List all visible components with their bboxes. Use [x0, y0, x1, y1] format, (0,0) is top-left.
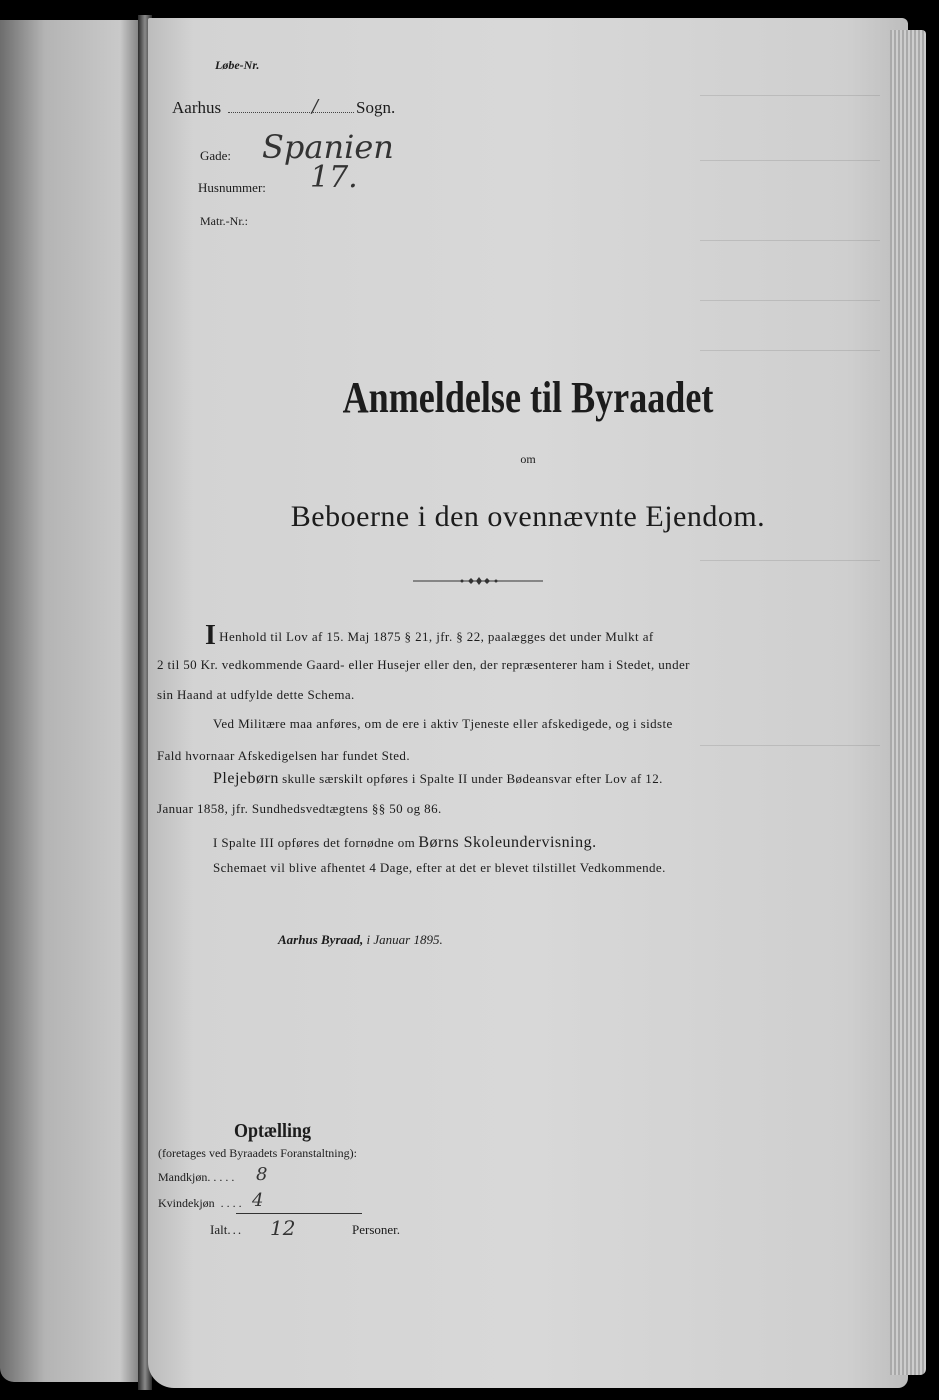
city-label: Aarhus [172, 98, 222, 117]
husnummer-label: Husnummer: [198, 180, 266, 195]
show-through [700, 350, 880, 351]
signature-org: Aarhus Byraad, [278, 932, 364, 947]
paragraph-5 [157, 860, 802, 876]
husnummer-value: 17. [310, 160, 358, 195]
paragraph-1 [157, 620, 802, 703]
p5-line1: Schemaet vil blive afhentet 4 Dage, efter at det er blevet tilstillet Vedkommende. [213, 860, 666, 875]
ialt-row: Ialt... [210, 1222, 244, 1237]
sogn-dotted-line [228, 112, 354, 113]
show-through [700, 240, 880, 241]
p1-line3: sin Haand at udfylde dette Schema. [157, 687, 355, 702]
signature-date: i Januar 1895. [366, 932, 443, 947]
matr-label: Matr.-Nr.: [200, 214, 248, 228]
mandkjon-label: Mandkjøn [158, 1170, 208, 1184]
census-heading: Optælling [234, 1120, 312, 1142]
show-through [700, 300, 880, 301]
kvindekjon-row: Kvindekjøn .... [158, 1196, 245, 1210]
mandkjon-row: Mandkjøn..... [158, 1170, 238, 1184]
ialt-value: 12 [270, 1216, 296, 1240]
page-edges [890, 30, 926, 1375]
p1-line2: 2 til 50 Kr. vedkommende Gaard- eller Husejer eller den, der repræsenterer ham i Stedet, under [157, 657, 690, 672]
p3-line2: Januar 1858, jfr. Sundhedsvedtægtens §§ 50 og 86. [157, 801, 442, 816]
paragraph-4 [157, 835, 802, 851]
p4-line1: I Spalte III opføres det fornødne om [213, 835, 416, 850]
ialt-label: Ialt [210, 1222, 228, 1237]
page-subtitle: Beboerne i den ovennævnte Ejendom. [290, 500, 766, 533]
show-through [700, 95, 880, 96]
p1-line1: Henhold til Lov af 15. Maj 1875 § 21, jfr. § 22, paalægges det under Mulkt af [219, 629, 654, 644]
p2-line2: Fald hvornaar Afskedigelsen har fundet Sted. [157, 748, 410, 763]
sogn-value: / [312, 96, 319, 117]
sogn-label: Sogn. [356, 98, 396, 117]
paragraph-3 [157, 771, 802, 817]
p2-line1: Ved Militære maa anføres, om de ere i aktiv Tjeneste eller afskedigede, og i sidste [213, 716, 673, 731]
paragraph-2 [157, 716, 802, 764]
signature-line [278, 932, 443, 948]
page-title: Anmeldelse til Byraadet [342, 373, 714, 422]
skoleundervisning-emphasis: Børns Skoleundervisning. [418, 834, 597, 851]
left-page [0, 20, 150, 1382]
sum-line [236, 1213, 362, 1214]
p3-line1: skulle særskilt opføres i Spalte II under Bødeansvar efter Lov af 12. [282, 771, 663, 786]
title-om: om [520, 452, 536, 466]
drop-capital: I [205, 620, 216, 651]
show-through [700, 560, 880, 561]
personer-label: Personer. [352, 1222, 401, 1237]
gade-label: Gade: [200, 148, 232, 163]
kvindekjon-label: Kvindekjøn [158, 1196, 215, 1210]
gade-value: Spanien [262, 128, 394, 166]
plejeborn-emphasis: Plejebørn [213, 770, 279, 787]
show-through [700, 160, 880, 161]
census-note: (foretages ved Byraadets Foranstaltning): [158, 1146, 357, 1160]
lobe-nr-label: Løbe-Nr. [215, 58, 260, 72]
ornament-divider [413, 576, 543, 586]
kvindekjon-value: 4 [252, 1190, 264, 1211]
mandkjon-value: 8 [256, 1164, 268, 1185]
